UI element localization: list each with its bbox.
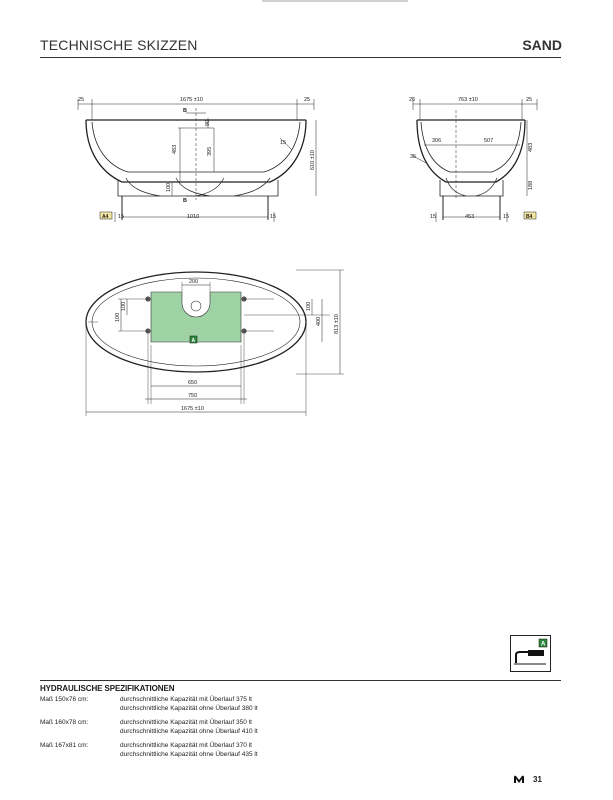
side-wall-15: 15	[280, 140, 287, 146]
end-margin-right: 25	[526, 97, 533, 103]
spec-size: Maß 150x76 cm:	[40, 696, 89, 703]
side-margin-right: 25	[304, 97, 311, 103]
spec-title: HYDRAULISCHE SPEZIFIKATIONEN	[40, 684, 175, 693]
side-feet-spacing: 1010	[187, 214, 200, 220]
plan-dim-100-a: 100	[115, 312, 121, 322]
plan-zone-tag	[190, 336, 197, 344]
plan-dim-650: 650	[188, 380, 198, 386]
side-margin-left: 25	[78, 97, 85, 103]
side-height-395: 395	[207, 146, 213, 156]
spec-capacity-without-overflow: durchschnittliche Kapazität ohne Überlauf 410 lt	[120, 728, 258, 735]
plan-total-depth: 813 ±10	[334, 314, 340, 334]
plan-dim-400: 400	[316, 316, 322, 326]
end-total-width: 763 ±10	[458, 97, 478, 103]
plan-dim-100-b: 100	[121, 301, 127, 311]
end-left-span: 306	[432, 138, 442, 144]
side-view-drawing	[78, 99, 316, 222]
side-drain-label: B	[183, 108, 187, 114]
svg-text:B4: B4	[526, 214, 533, 220]
side-offset-90: 90	[205, 119, 211, 126]
end-foot-offset-left: 15	[430, 214, 437, 220]
spec-row	[40, 695, 258, 713]
svg-text:A: A	[541, 641, 546, 648]
end-height-483: 483	[528, 142, 534, 152]
spec-capacity-without-overflow: durchschnittliche Kapazität ohne Überlauf 435 lt	[120, 751, 258, 758]
end-feet-spacing: 453	[465, 214, 475, 220]
plan-total-width: 1675 ±10	[181, 406, 204, 412]
installation-zone	[151, 292, 241, 342]
spec-row	[40, 718, 258, 736]
side-view-labels	[78, 97, 316, 220]
brand-name: SAND	[522, 37, 562, 53]
side-bottom-b: B	[183, 198, 187, 204]
side-total-height: 610 ±10	[310, 150, 316, 170]
side-view-tag	[100, 212, 112, 220]
end-margin-left: 25	[409, 97, 416, 103]
end-view-tag	[524, 212, 536, 220]
side-height-483: 483	[172, 144, 178, 154]
svg-text:A: A	[191, 338, 196, 344]
spec-size: Maß 160x78 cm:	[40, 719, 89, 726]
side-feet-height: 100	[166, 182, 172, 192]
spec-rule	[40, 680, 561, 681]
end-foot-offset-right: 15	[503, 214, 510, 220]
spec-capacity-with-overflow: durchschnittliche Kapazität mit Überlauf 370 lt	[120, 742, 252, 749]
end-angle-35: 35	[410, 154, 417, 160]
spec-capacity-without-overflow: durchschnittliche Kapazität ohne Überlauf 380 lt	[120, 705, 258, 712]
plan-dim-750: 750	[188, 393, 198, 399]
plan-view-drawing	[86, 270, 344, 416]
side-total-width: 1675 ±10	[180, 97, 203, 103]
spec-size: Maß 167x81 cm:	[40, 742, 89, 749]
spec-row	[40, 741, 258, 759]
end-height-188: 188	[528, 180, 534, 190]
end-view-labels	[409, 97, 534, 220]
spec-capacity-with-overflow: durchschnittliche Kapazität mit Überlauf 350 lt	[120, 719, 252, 726]
plan-dim-200: 200	[189, 279, 199, 285]
brand-logo-icon	[513, 775, 525, 784]
page-number: 31	[533, 775, 542, 784]
end-view-drawing	[413, 99, 537, 222]
spec-capacity-with-overflow: durchschnittliche Kapazität mit Überlauf 375 lt	[120, 696, 252, 703]
end-right-span: 507	[484, 138, 494, 144]
freestanding-faucet-icon	[510, 635, 551, 672]
plan-dim-100-right: 100	[306, 301, 312, 311]
page-title: TECHNISCHE SKIZZEN	[40, 37, 198, 53]
side-foot-offset-right: 15	[270, 214, 277, 220]
svg-text:A4: A4	[102, 214, 109, 220]
side-foot-offset-left: 15	[118, 214, 125, 220]
